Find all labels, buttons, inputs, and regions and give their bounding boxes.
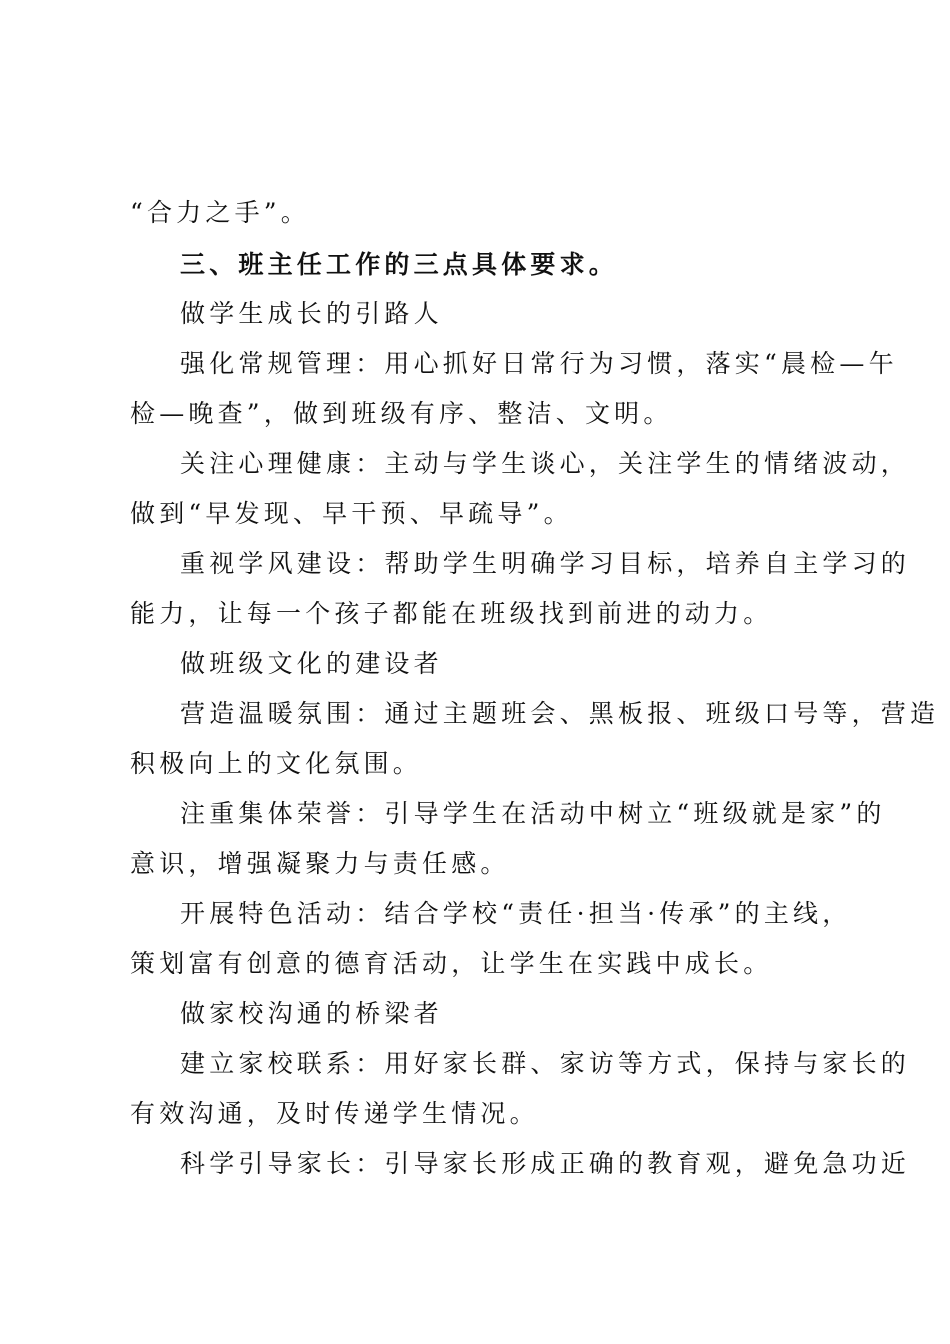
paragraph-line: 科学引导家长：引导家长形成正确的教育观，避免急功近 xyxy=(180,1149,911,1178)
paragraph-line: 建立家校联系：用好家长群、家访等方式，保持与家长的 xyxy=(180,1049,911,1078)
paragraph-line: 有效沟通，及时传递学生情况。 xyxy=(130,1099,539,1128)
paragraph-line: 检—晚查”，做到班级有序、整洁、文明。 xyxy=(130,399,673,428)
paragraph-line: 关注心理健康：主动与学生谈心，关注学生的情绪波动， xyxy=(180,449,911,478)
paragraph-line: 策划富有创意的德育活动，让学生在实践中成长。 xyxy=(130,949,773,978)
section-heading: 三、班主任工作的三点具体要求。 xyxy=(180,250,619,279)
paragraph-line: 注重集体荣誉：引导学生在活动中树立“班级就是家”的 xyxy=(180,799,886,828)
paragraph-line: 强化常规管理：用心抓好日常行为习惯，落实“晨检—午 xyxy=(180,349,898,378)
paragraph-line: 能力，让每一个孩子都能在班级找到前进的动力。 xyxy=(130,599,773,628)
paragraph-line: 开展特色活动：结合学校“责任·担当·传承”的主线， xyxy=(180,899,852,928)
paragraph-line: 意识，增强凝聚力与责任感。 xyxy=(130,849,510,878)
subheading-culture: 做班级文化的建设者 xyxy=(180,649,443,678)
paragraph-line: 积极向上的文化氛围。 xyxy=(130,749,423,778)
subheading-bridge: 做家校沟通的桥梁者 xyxy=(180,999,443,1028)
paragraph-line: 营造温暖氛围：通过主题班会、黑板报、班级口号等，营造 xyxy=(180,699,940,728)
paragraph-line: 重视学风建设：帮助学生明确学习目标，培养自主学习的 xyxy=(180,549,911,578)
paragraph-line: 做到“早发现、早干预、早疏导”。 xyxy=(130,499,573,528)
subheading-guide: 做学生成长的引路人 xyxy=(180,299,443,328)
paragraph-continuation: “合力之手”。 xyxy=(130,198,310,227)
